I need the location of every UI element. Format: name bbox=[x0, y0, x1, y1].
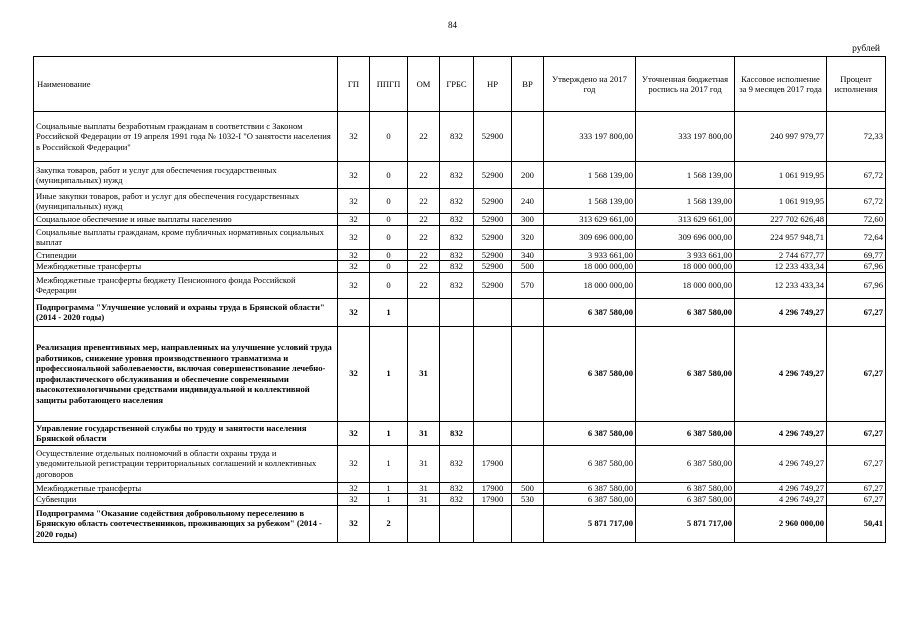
table-row bbox=[34, 445, 886, 482]
cell-percent: 67,72 bbox=[827, 189, 886, 214]
cell-approved: 333 197 800,00 bbox=[544, 112, 636, 162]
cell-updated: 6 387 580,00 bbox=[636, 482, 735, 494]
table-row bbox=[34, 505, 886, 542]
header-cash: Кассовое исполнение за 9 месяцев 2017 года bbox=[735, 57, 827, 112]
cell-gp: 32 bbox=[338, 494, 370, 506]
cell-gp: 32 bbox=[338, 249, 370, 261]
cell-name: Межбюджетные трансферты бюджету Пенсионного фонда Российской Федерации bbox=[34, 272, 338, 298]
cell-vr bbox=[512, 445, 544, 482]
cell-vr: 320 bbox=[512, 225, 544, 249]
cell-name: Управление государственной службы по труду и занятости населения Брянской области bbox=[34, 421, 338, 445]
cell-approved: 313 629 661,00 bbox=[544, 214, 636, 226]
budget-table bbox=[33, 56, 886, 543]
cell-om bbox=[408, 505, 440, 542]
cell-gp: 32 bbox=[338, 214, 370, 226]
cell-percent: 67,72 bbox=[827, 162, 886, 189]
cell-percent: 72,60 bbox=[827, 214, 886, 226]
cell-grbs: 832 bbox=[440, 272, 474, 298]
table-row bbox=[34, 162, 886, 189]
cell-grbs bbox=[440, 505, 474, 542]
cell-approved: 18 000 000,00 bbox=[544, 261, 636, 273]
cell-grbs: 832 bbox=[440, 225, 474, 249]
cell-ppgp: 1 bbox=[370, 326, 408, 421]
cell-updated: 3 933 661,00 bbox=[636, 249, 735, 261]
cell-ppgp: 1 bbox=[370, 421, 408, 445]
cell-cash: 12 233 433,34 bbox=[735, 272, 827, 298]
cell-updated: 6 387 580,00 bbox=[636, 494, 735, 506]
cell-percent: 72,33 bbox=[827, 112, 886, 162]
cell-percent: 67,27 bbox=[827, 494, 886, 506]
cell-updated: 5 871 717,00 bbox=[636, 505, 735, 542]
cell-name: Межбюджетные трансферты bbox=[34, 261, 338, 273]
header-name: Наименование bbox=[34, 57, 338, 112]
cell-updated: 6 387 580,00 bbox=[636, 421, 735, 445]
cell-updated: 309 696 000,00 bbox=[636, 225, 735, 249]
cell-name: Подпрограмма "Оказание содействия добровольному переселению в Брянскую область соотечественников, проживающих за рубежом" (2014 - 2020 годы) bbox=[34, 505, 338, 542]
cell-ppgp: 0 bbox=[370, 249, 408, 261]
cell-cash: 2 960 000,00 bbox=[735, 505, 827, 542]
table-row bbox=[34, 272, 886, 298]
cell-om: 31 bbox=[408, 494, 440, 506]
cell-updated: 6 387 580,00 bbox=[636, 445, 735, 482]
cell-vr bbox=[512, 298, 544, 326]
cell-approved: 6 387 580,00 bbox=[544, 482, 636, 494]
table-row bbox=[34, 326, 886, 421]
cell-ppgp: 1 bbox=[370, 494, 408, 506]
cell-gp: 32 bbox=[338, 445, 370, 482]
cell-nr: 52900 bbox=[474, 112, 512, 162]
cell-updated: 18 000 000,00 bbox=[636, 272, 735, 298]
table-row bbox=[34, 261, 886, 273]
cell-vr bbox=[512, 326, 544, 421]
page-number: 84 bbox=[448, 20, 457, 30]
cell-percent: 67,96 bbox=[827, 261, 886, 273]
cell-vr: 570 bbox=[512, 272, 544, 298]
cell-cash: 1 061 919,95 bbox=[735, 162, 827, 189]
cell-grbs: 832 bbox=[440, 214, 474, 226]
table-row bbox=[34, 494, 886, 506]
cell-vr: 340 bbox=[512, 249, 544, 261]
cell-grbs: 832 bbox=[440, 249, 474, 261]
cell-om bbox=[408, 298, 440, 326]
cell-nr bbox=[474, 505, 512, 542]
cell-vr: 530 bbox=[512, 494, 544, 506]
cell-grbs: 832 bbox=[440, 482, 474, 494]
cell-cash: 227 702 626,48 bbox=[735, 214, 827, 226]
cell-name: Реализация превентивных мер, направленных на улучшение условий труда работников, снижение уровня производственного травматизма и профессиональной заболеваемости, включая совершенствование лечебно-профилактического обслуживания и обеспечение современными высокотехнологичными средствами индивидуальной и коллективной защиты работающего населения bbox=[34, 326, 338, 421]
cell-updated: 6 387 580,00 bbox=[636, 298, 735, 326]
cell-approved: 6 387 580,00 bbox=[544, 445, 636, 482]
cell-grbs: 832 bbox=[440, 445, 474, 482]
cell-ppgp: 1 bbox=[370, 445, 408, 482]
cell-gp: 32 bbox=[338, 482, 370, 494]
table-row bbox=[34, 214, 886, 226]
table-row bbox=[34, 189, 886, 214]
cell-name: Осуществление отдельных полномочий в области охраны труда и уведомительной регистрации территориальных соглашений и коллективных договоров bbox=[34, 445, 338, 482]
cell-gp: 32 bbox=[338, 298, 370, 326]
cell-cash: 4 296 749,27 bbox=[735, 445, 827, 482]
cell-approved: 6 387 580,00 bbox=[544, 298, 636, 326]
header-om: ОМ bbox=[408, 57, 440, 112]
cell-grbs: 832 bbox=[440, 189, 474, 214]
cell-vr: 240 bbox=[512, 189, 544, 214]
cell-cash: 224 957 948,71 bbox=[735, 225, 827, 249]
cell-name: Подпрограмма "Улучшение условий и охраны труда в Брянской области" (2014 - 2020 годы) bbox=[34, 298, 338, 326]
cell-vr bbox=[512, 112, 544, 162]
cell-ppgp: 0 bbox=[370, 214, 408, 226]
cell-ppgp: 2 bbox=[370, 505, 408, 542]
cell-grbs: 832 bbox=[440, 261, 474, 273]
cell-ppgp: 0 bbox=[370, 162, 408, 189]
cell-cash: 1 061 919,95 bbox=[735, 189, 827, 214]
cell-name: Субвенции bbox=[34, 494, 338, 506]
cell-nr: 52900 bbox=[474, 261, 512, 273]
cell-gp: 32 bbox=[338, 272, 370, 298]
cell-cash: 4 296 749,27 bbox=[735, 326, 827, 421]
cell-nr: 52900 bbox=[474, 189, 512, 214]
cell-om: 31 bbox=[408, 326, 440, 421]
cell-updated: 1 568 139,00 bbox=[636, 189, 735, 214]
cell-gp: 32 bbox=[338, 189, 370, 214]
cell-ppgp: 0 bbox=[370, 112, 408, 162]
cell-cash: 4 296 749,27 bbox=[735, 482, 827, 494]
table-body bbox=[34, 112, 886, 543]
cell-gp: 32 bbox=[338, 505, 370, 542]
cell-nr: 52900 bbox=[474, 272, 512, 298]
cell-nr: 17900 bbox=[474, 445, 512, 482]
cell-percent: 67,27 bbox=[827, 445, 886, 482]
cell-om: 22 bbox=[408, 214, 440, 226]
cell-nr bbox=[474, 326, 512, 421]
cell-cash: 4 296 749,27 bbox=[735, 494, 827, 506]
cell-grbs: 832 bbox=[440, 421, 474, 445]
cell-updated: 6 387 580,00 bbox=[636, 326, 735, 421]
cell-om: 22 bbox=[408, 112, 440, 162]
header-percent: Процент исполнения bbox=[827, 57, 886, 112]
cell-gp: 32 bbox=[338, 225, 370, 249]
cell-percent: 67,96 bbox=[827, 272, 886, 298]
cell-gp: 32 bbox=[338, 421, 370, 445]
header-nr: НР bbox=[474, 57, 512, 112]
cell-cash: 2 744 677,77 bbox=[735, 249, 827, 261]
cell-grbs bbox=[440, 326, 474, 421]
cell-ppgp: 0 bbox=[370, 225, 408, 249]
cell-approved: 1 568 139,00 bbox=[544, 189, 636, 214]
cell-approved: 6 387 580,00 bbox=[544, 326, 636, 421]
cell-percent: 69,77 bbox=[827, 249, 886, 261]
cell-gp: 32 bbox=[338, 261, 370, 273]
cell-updated: 333 197 800,00 bbox=[636, 112, 735, 162]
cell-grbs: 832 bbox=[440, 162, 474, 189]
table-row bbox=[34, 112, 886, 162]
cell-om: 31 bbox=[408, 421, 440, 445]
header-approved: Утверждено на 2017 год bbox=[544, 57, 636, 112]
cell-vr bbox=[512, 505, 544, 542]
cell-cash: 240 997 979,77 bbox=[735, 112, 827, 162]
cell-percent: 67,27 bbox=[827, 326, 886, 421]
header-updated: Уточненная бюджетная роспись на 2017 год bbox=[636, 57, 735, 112]
cell-approved: 309 696 000,00 bbox=[544, 225, 636, 249]
header-ppgp: ППГП bbox=[370, 57, 408, 112]
cell-ppgp: 1 bbox=[370, 482, 408, 494]
cell-name: Закупка товаров, работ и услуг для обеспечения государственных (муниципальных) нужд bbox=[34, 162, 338, 189]
cell-vr: 300 bbox=[512, 214, 544, 226]
cell-approved: 1 568 139,00 bbox=[544, 162, 636, 189]
cell-nr bbox=[474, 421, 512, 445]
cell-om: 22 bbox=[408, 261, 440, 273]
cell-vr: 500 bbox=[512, 261, 544, 273]
cell-gp: 32 bbox=[338, 112, 370, 162]
cell-name: Социальное обеспечение и иные выплаты населению bbox=[34, 214, 338, 226]
table-row bbox=[34, 298, 886, 326]
cell-cash: 12 233 433,34 bbox=[735, 261, 827, 273]
cell-percent: 67,27 bbox=[827, 421, 886, 445]
table-row bbox=[34, 421, 886, 445]
cell-vr: 500 bbox=[512, 482, 544, 494]
cell-nr: 17900 bbox=[474, 482, 512, 494]
cell-gp: 32 bbox=[338, 162, 370, 189]
cell-percent: 67,27 bbox=[827, 298, 886, 326]
cell-nr: 17900 bbox=[474, 494, 512, 506]
header-vr: ВР bbox=[512, 57, 544, 112]
header-grbs: ГРБС bbox=[440, 57, 474, 112]
cell-nr: 52900 bbox=[474, 249, 512, 261]
cell-cash: 4 296 749,27 bbox=[735, 421, 827, 445]
cell-vr: 200 bbox=[512, 162, 544, 189]
cell-updated: 1 568 139,00 bbox=[636, 162, 735, 189]
cell-approved: 5 871 717,00 bbox=[544, 505, 636, 542]
cell-om: 31 bbox=[408, 445, 440, 482]
cell-approved: 18 000 000,00 bbox=[544, 272, 636, 298]
table-row bbox=[34, 249, 886, 261]
cell-name: Иные закупки товаров, работ и услуг для обеспечения государственных (муниципальных) нужд bbox=[34, 189, 338, 214]
cell-nr: 52900 bbox=[474, 225, 512, 249]
cell-name: Стипендии bbox=[34, 249, 338, 261]
cell-cash: 4 296 749,27 bbox=[735, 298, 827, 326]
cell-ppgp: 0 bbox=[370, 261, 408, 273]
cell-nr bbox=[474, 298, 512, 326]
cell-percent: 50,41 bbox=[827, 505, 886, 542]
cell-ppgp: 0 bbox=[370, 189, 408, 214]
cell-approved: 6 387 580,00 bbox=[544, 421, 636, 445]
cell-vr bbox=[512, 421, 544, 445]
header-gp: ГП bbox=[338, 57, 370, 112]
cell-om: 31 bbox=[408, 482, 440, 494]
cell-percent: 72,64 bbox=[827, 225, 886, 249]
table-row bbox=[34, 225, 886, 249]
cell-grbs: 832 bbox=[440, 112, 474, 162]
cell-om: 22 bbox=[408, 162, 440, 189]
table-row bbox=[34, 482, 886, 494]
cell-om: 22 bbox=[408, 225, 440, 249]
cell-percent: 67,27 bbox=[827, 482, 886, 494]
cell-approved: 6 387 580,00 bbox=[544, 494, 636, 506]
cell-grbs: 832 bbox=[440, 494, 474, 506]
cell-om: 22 bbox=[408, 249, 440, 261]
cell-updated: 313 629 661,00 bbox=[636, 214, 735, 226]
cell-gp: 32 bbox=[338, 326, 370, 421]
cell-om: 22 bbox=[408, 189, 440, 214]
cell-grbs bbox=[440, 298, 474, 326]
cell-name: Социальные выплаты гражданам, кроме публичных нормативных социальных выплат bbox=[34, 225, 338, 249]
cell-ppgp: 1 bbox=[370, 298, 408, 326]
cell-nr: 52900 bbox=[474, 162, 512, 189]
cell-approved: 3 933 661,00 bbox=[544, 249, 636, 261]
cell-name: Межбюджетные трансферты bbox=[34, 482, 338, 494]
unit-label: рублей bbox=[852, 44, 880, 54]
cell-name: Социальные выплаты безработным гражданам в соответствии с Законом Российской Федерации от 19 апреля 1991 года № 1032-I "О занятости населения в Российской Федерации" bbox=[34, 112, 338, 162]
cell-om: 22 bbox=[408, 272, 440, 298]
cell-ppgp: 0 bbox=[370, 272, 408, 298]
cell-updated: 18 000 000,00 bbox=[636, 261, 735, 273]
cell-nr: 52900 bbox=[474, 214, 512, 226]
header-row bbox=[34, 57, 886, 112]
